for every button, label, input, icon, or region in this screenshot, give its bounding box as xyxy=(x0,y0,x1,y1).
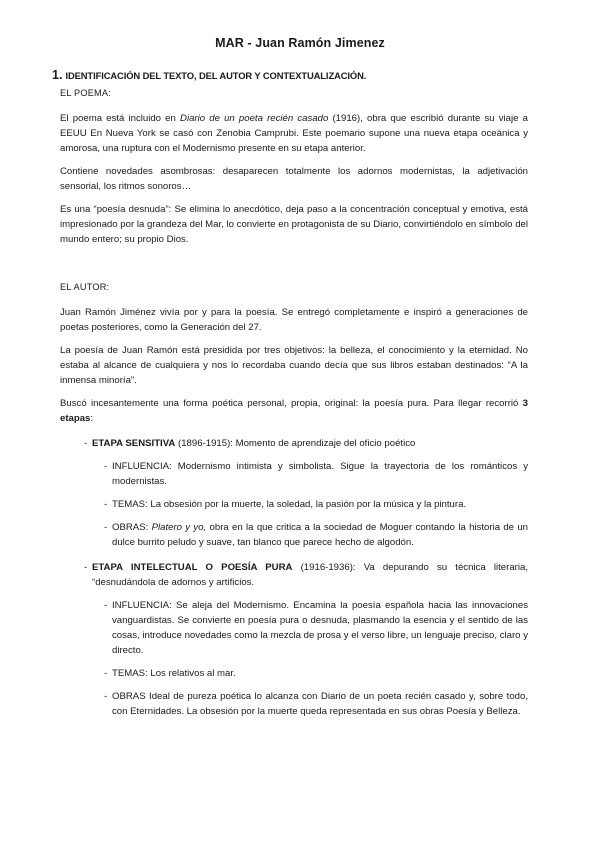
list-dash: - xyxy=(104,668,108,679)
poema-p1-text-b: (1916), obra que escribió durante su viaje a EEUU En Nueva York se casó con Zenobia Camprubi. Este poemario supone una nueva etapa oceánica y amorosa, una ruptura con el Modernismo presente en su etapa anterior. xyxy=(60,113,528,154)
list-dash: - xyxy=(104,499,108,510)
etapa1-obras-text: obra en la que critica a la sociedad de Moguer contando la historia de un dulce burrito peludo y suave, tan blanco que parece hecho de algodón. xyxy=(112,522,529,548)
etapa2-temas-text: TEMAS: Los relativos al mar. xyxy=(112,668,236,679)
etapa2-influencia xyxy=(60,598,528,658)
etapa1-temas xyxy=(60,497,528,512)
etapa-intelectual-title: ETAPA INTELECTUAL O POESÍA PURA xyxy=(92,562,293,573)
autor-label: EL AUTOR: xyxy=(60,282,110,292)
etapa2-obras xyxy=(60,689,528,719)
etapa-sensitiva-desc: (1896-1915): Momento de aprendizaje del oficio poético xyxy=(175,438,416,449)
etapa2-obras-text: OBRAS Ideal de pureza poética lo alcanza con Diario de un poeta recién casado y, sobre todo, con Eternidades. La obsesión por la muerte queda representada en sus obras Poesía y Belleza. xyxy=(112,691,528,717)
section-title: IDENTIFICACIÓN DEL TEXTO, DEL AUTOR Y CONTEXTUALIZACIÓN. xyxy=(65,70,367,81)
poema-p1-text-a: El poema está incluido en xyxy=(60,113,181,124)
list-dash: - xyxy=(104,600,108,611)
autor-paragraph-1: Juan Ramón Jiménez vivía por y para la poesía. Se entregó completamente e inspiró a generaciones de poetas posteriores, como la Generación del 27. xyxy=(60,307,528,333)
etapa-intelectual xyxy=(60,560,528,590)
etapa1-influencia-text: INFLUENCIA: Modernismo intimista y simbolista. Sigue la trayectoria de los románticos y modernistas. xyxy=(112,461,528,487)
etapa-sensitiva-title: ETAPA SENSITIVA xyxy=(92,438,176,449)
poema-paragraph-3: Es una “poesía desnuda”: Se elimina lo anecdótico, deja paso a la concentración conceptual y emotiva, está impresionado por la grandeza del Mar, lo convierte en protagonista de su Diario, convirtiéndolo en símbolo del mundo entero; su propio Dios. xyxy=(60,204,528,245)
poema-p1-book-title: Diario de un poeta recién casado xyxy=(180,113,329,124)
section-1-heading xyxy=(52,68,528,83)
autor-p3-etapas: 3 etapas xyxy=(60,398,528,424)
autor-paragraph-2: La poesía de Juan Ramón está presidida por tres objetivos: la belleza, el conocimiento y la eternidad. No estaba al alcance de cualquiera y nos lo recordaba cuando decía que sus libros estaban destinados: “A la inmensa minoría”. xyxy=(60,345,528,386)
poema-paragraph-1 xyxy=(60,111,528,156)
etapa-sensitiva xyxy=(60,436,528,451)
section-number: 1. xyxy=(52,68,63,82)
list-dash: - xyxy=(84,438,88,449)
list-dash: - xyxy=(84,562,88,573)
autor-p3-text-a: Buscó incesantemente una forma poética personal, propia, original: la poesía pura. Para llegar recorrió xyxy=(60,398,523,409)
poema-paragraph-2: Contiene novedades asombrosas: desaparecen totalmente los adornos modernistas, la adjetivación sensorial, los ritmos sonoros… xyxy=(60,166,528,192)
etapa2-influencia-text: INFLUENCIA: Se aleja del Modernismo. Encamina la poesía española hacia las innovaciones vanguardistas. Se convierte en poesía pura o desnuda, plasmando la esencia y el sentido de las cosas, introduce novedades como la mezcla de prosa y el verso libre, un lenguaje preciso, claro y directo. xyxy=(112,600,528,656)
etapa1-obras-label: OBRAS: xyxy=(112,522,152,533)
document-title: MAR - Juan Ramón Jimenez xyxy=(215,36,385,50)
list-dash: - xyxy=(104,461,108,472)
etapa1-obras-title: Platero y yo, xyxy=(151,522,207,533)
autor-paragraph-3 xyxy=(60,396,528,426)
autor-p3-text-c: : xyxy=(90,413,94,424)
list-dash: - xyxy=(104,522,108,533)
etapa2-temas xyxy=(60,666,528,681)
etapa1-influencia xyxy=(60,459,528,489)
etapa-intelectual-desc: (1916-1936): Va depurando su técnica literaria, “desnudándola de adornos y artificios. xyxy=(92,562,528,588)
etapa1-obras xyxy=(60,520,528,550)
poema-label: EL POEMA: xyxy=(60,88,111,98)
list-dash: - xyxy=(104,691,108,702)
etapa1-temas-text: TEMAS: La obsesión por la muerte, la soledad, la pasión por la música y la pintura. xyxy=(112,499,467,510)
